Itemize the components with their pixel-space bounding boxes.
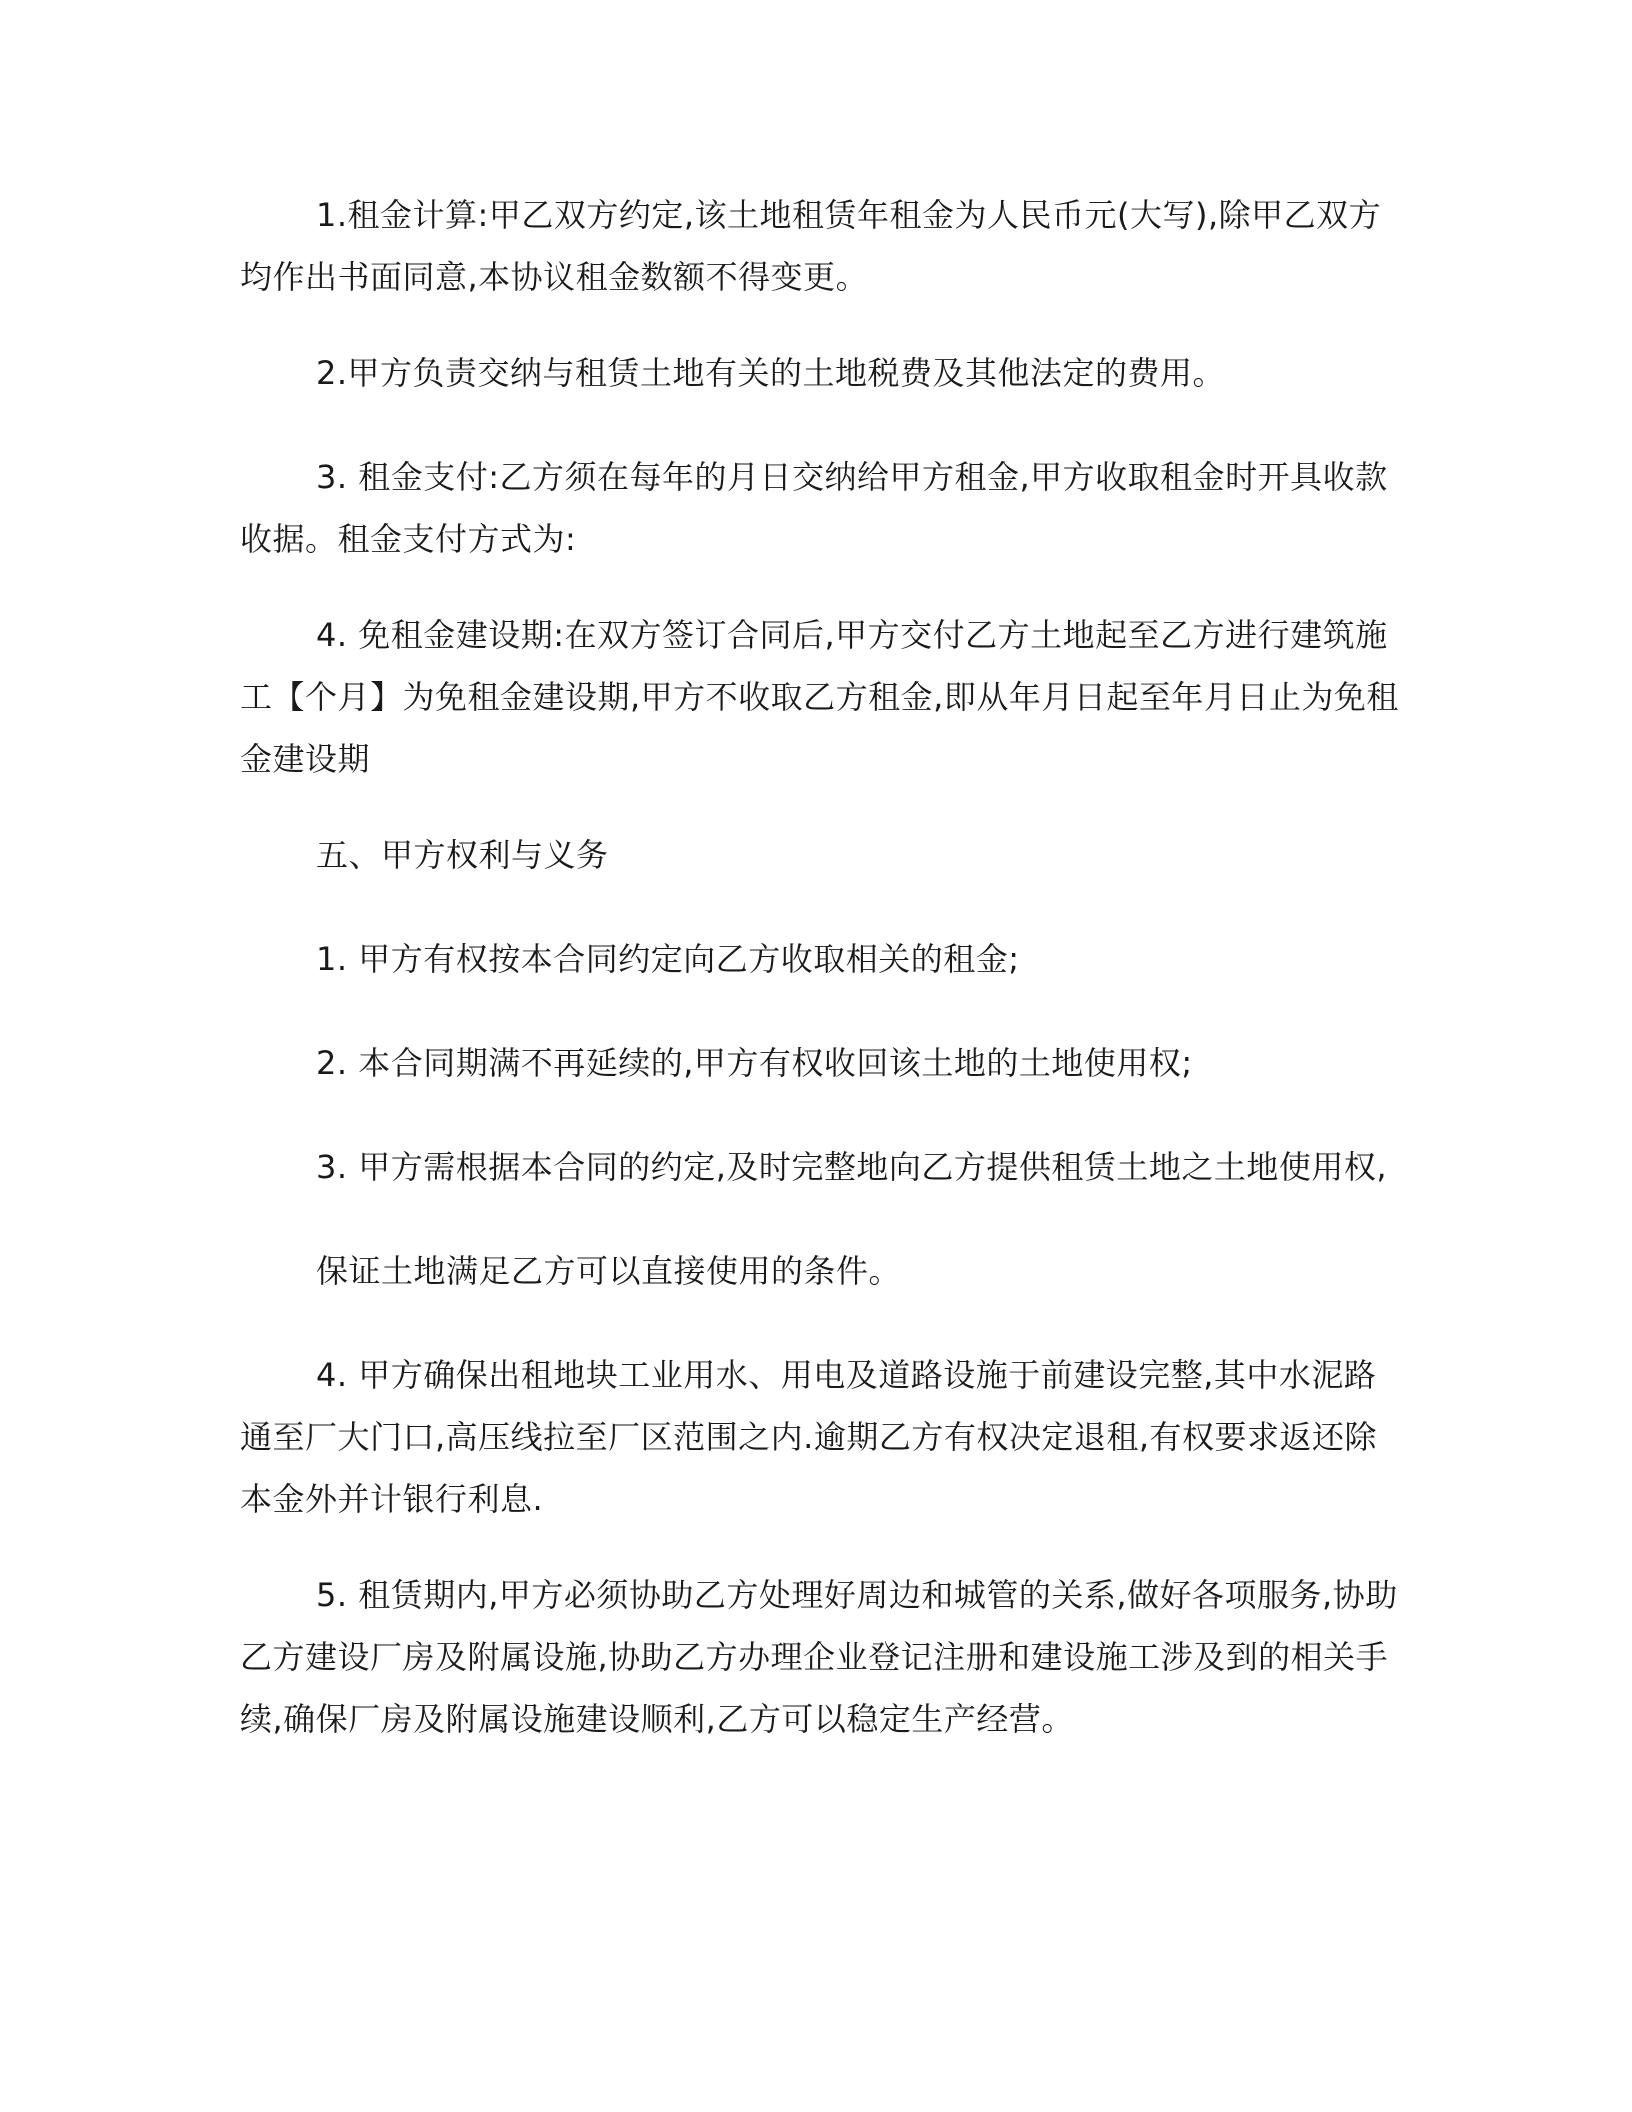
paragraph-rent-payment: 3. 租金支付:乙方须在每年的月日交纳给甲方租金,甲方收取租金时开具收款收据。租金支付方式为: bbox=[240, 458, 1388, 558]
list-item-provide-land-use: 3. 甲方需根据本合同的约定,及时完整地向乙方提供租赁土地之土地使用权, bbox=[316, 1148, 1388, 1186]
list-item-collect-rent: 1. 甲方有权按本合同约定向乙方收取相关的租金; bbox=[316, 940, 1020, 978]
section-heading-party-a-rights: 五、甲方权利与义务 bbox=[316, 836, 609, 874]
list-item-reclaim-land: 2. 本合同期满不再延续的,甲方有权收回该土地的土地使用权; bbox=[316, 1044, 1193, 1082]
list-item-assist-party-b: 5. 租赁期内,甲方必须协助乙方处理好周边和城管的关系,做好各项服务,协助乙方建设厂房及附属设施,协助乙方办理企业登记注册和建设施工涉及到的相关手续,确保厂房及附属设施建设顺利,乙方可以稳定生产经营。 bbox=[240, 1576, 1398, 1738]
paragraph-tax-fees: 2.甲方负责交纳与租赁土地有关的土地税费及其他法定的费用。 bbox=[316, 354, 1226, 392]
paragraph-rent-free-period: 4. 免租金建设期:在双方签订合同后,甲方交付乙方土地起至乙方进行建筑施工【个月】为免租金建设期,甲方不收取乙方租金,即从年月日起至年月日止为免租金建设期 bbox=[240, 616, 1399, 778]
list-item-infrastructure: 4. 甲方确保出租地块工业用水、用电及道路设施于前建设完整,其中水泥路通至厂大门口,高压线拉至厂区范围之内.逾期乙方有权决定退租,有权要求返还除本金外并计银行利息. bbox=[240, 1356, 1378, 1518]
list-item-provide-land-use-continued: 保证土地满足乙方可以直接使用的条件。 bbox=[316, 1252, 902, 1290]
paragraph-rent-calculation: 1.租金计算:甲乙双方约定,该土地租赁年租金为人民币元(大写),除甲乙双方均作出书面同意,本协议租金数额不得变更。 bbox=[240, 196, 1382, 296]
